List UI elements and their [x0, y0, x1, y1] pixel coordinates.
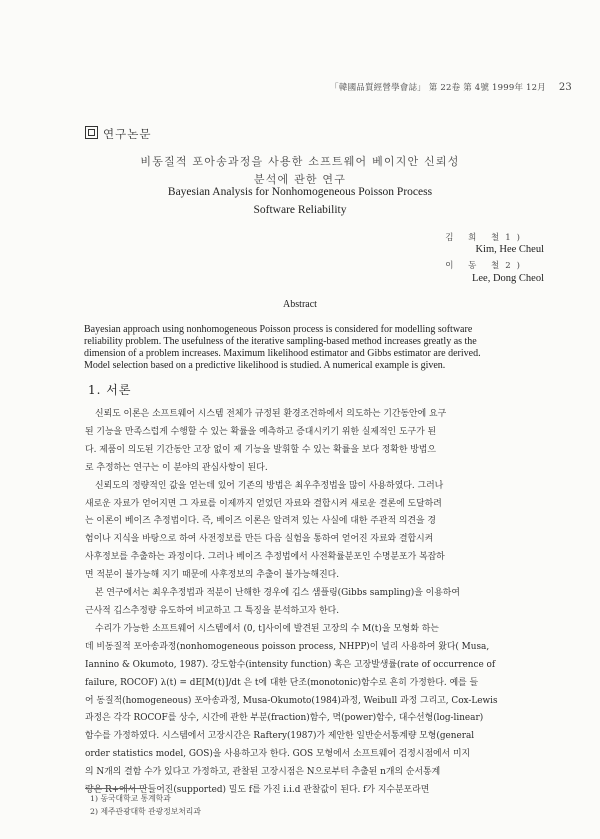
abstract-body [84, 324, 516, 372]
page-number: 23 [558, 82, 572, 93]
abstract-line: Bayesian approach using nonhomogeneous Poisson process is considered for modelling software [84, 324, 473, 335]
body-line: 면 적분이 불가능해 지기 때문에 사후정보의 추출이 불가능해진다. [85, 570, 340, 581]
body-line: 험이나 지식을 바탕으로 하여 사전정보를 만든 다음 실험을 통하여 얻어진 자료와 결합시켜 [85, 534, 434, 545]
title-korean-line-2: 분석에 관한 연구 [253, 173, 347, 186]
title-english-line-2: Software Reliability [253, 204, 347, 216]
author-2-korean: 이 동 철2) [445, 261, 526, 271]
body-line: 신뢰도의 정량적인 값을 얻는데 있어 기존의 방법은 최우추정법을 많이 사용하였다. 그러나 [95, 480, 444, 491]
title-english-line-1: Bayesian Analysis for Nonhomogeneous Poisson Process [167, 186, 433, 198]
body-line: 다. 제품이 의도된 기간동안 고장 없이 제 기능을 발휘할 수 있는 확률을 보다 정확한 방법으 [85, 444, 436, 455]
abstract-heading: Abstract [283, 299, 317, 310]
body-line: 된 기능을 만족스럽게 수행할 수 있는 확률을 예측하고 증대시키기 위한 실제적인 도구가 된 [85, 426, 437, 437]
body-line: failure, ROCOF) λ(t) = dE[M(t)]/dt 은 t에 대한 단조(monotonic)함수로 흔히 가정한다. 예를 들 [85, 677, 479, 688]
footnote-divider [85, 788, 145, 789]
body-line: 과정은 각각 ROCOF를 상수, 시간에 관한 부분(fraction)함수, 멱(power)함수, 대수선형(log-linear) [85, 713, 484, 724]
journal-citation: 「韓國品質經營學會誌」 第 22卷 第 4號 1999年 12月 [330, 83, 546, 93]
running-header [330, 81, 572, 93]
body-line: 데 비동질적 포아송과정(nonhomogeneous poisson process, NHPP)이 널리 사용하여 왔다( Musa, [85, 641, 490, 652]
abstract-line: dimension of a problem increases. Maximum likelihood estimator and Gibbs estimator are derived. [84, 348, 481, 359]
abstract-line: Model selection based on a predictive likelihood is studied. A numerical example is given. [84, 360, 446, 371]
body-line: 함수를 가정하였다. 시스템에서 고장시간은 Raftery(1987)가 제안한 일반순서통계량 모형(general [85, 731, 475, 742]
abstract-line: reliability problem. The usefulness of the iterative sampling-based method increases greatly as the [84, 336, 477, 347]
body-line: 로 추정하는 연구는 이 분야의 관심사항이 된다. [85, 462, 268, 473]
body-line: 새로운 자료가 얻어지면 그 자료를 이제까지 얻었던 자료와 결합시켜 새로운 결론에 도달하려 [85, 498, 442, 509]
title-korean-line-1: 비동질적 포아송과정을 사용한 소프트웨어 베이지안 신뢰성 [140, 155, 460, 168]
body-line: 본 연구에서는 최우추정법과 적분이 난해한 경우에 깁스 샘플링(Gibbs sampling)을 이용하여 [95, 588, 460, 599]
body-line: 수리가 가능한 소프트웨어 시스템에서 (0, t]사이에 발견된 고장의 수 M(t)을 모형화 하는 [95, 623, 439, 634]
body-line: 근사적 깁스추정량 유도하여 비교하고 그 특징을 분석하고자 한다. [85, 605, 340, 616]
footnote-1: 1) 동국대학교 통계학과 [90, 794, 171, 803]
body-line: 신뢰도 이론은 소프트웨어 시스템 전체가 규정된 환경조건하에서 의도하는 기간동안에 요구 [95, 409, 447, 419]
body-line: 는 이론이 베이즈 추정법이다. 즉, 베이즈 이론은 알려져 있는 사실에 대한 주관적 의견을 경 [85, 516, 436, 527]
author-1-korean: 김 희 철1) [445, 233, 526, 243]
body-line: 사후정보를 추출하는 과정이다. 그러나 베이즈 추정법에서 사전확률분포인 수명분포가 복잡하 [85, 552, 445, 563]
body-line: 의 N개의 결함 수가 있다고 가정하고, 관찰된 고장시점은 N으로부터 추출된 n개의 순서통계 [85, 767, 441, 778]
footnote-2: 2) 제주관광대학 관광정보처리과 [90, 807, 201, 816]
section-heading: 1. 서론 [88, 383, 132, 397]
body-line: Iannino & Okumoto, 1987). 강도함수(intensity function) 혹은 고장발생률(rate of occurrence of [85, 659, 496, 670]
body-line: 어 동질적(homogeneous) 포아송과정, Musa-Okumoto(1984)과정, Weibull 과정 그리고, Cox-Lewis [85, 695, 498, 706]
body-line: order statistics model, GOS)을 사용하고자 한다. GOS 모형에서 소프트웨어 검정시점에서 미지 [85, 749, 471, 760]
box-mark-icon [85, 126, 98, 139]
section-body [85, 406, 515, 800]
article-type-text: 연구논문 [103, 127, 152, 141]
author-2-english: Lee, Dong Cheol [471, 273, 544, 284]
body-line: 량은 R+에서 만들어진(supported) 밀도 f를 가진 i.i.d 관찰값이 된다. f가 지수분포라면 [85, 785, 430, 796]
article-type-label [85, 126, 151, 142]
author-1-english: Kim, Hee Cheul [475, 244, 544, 255]
